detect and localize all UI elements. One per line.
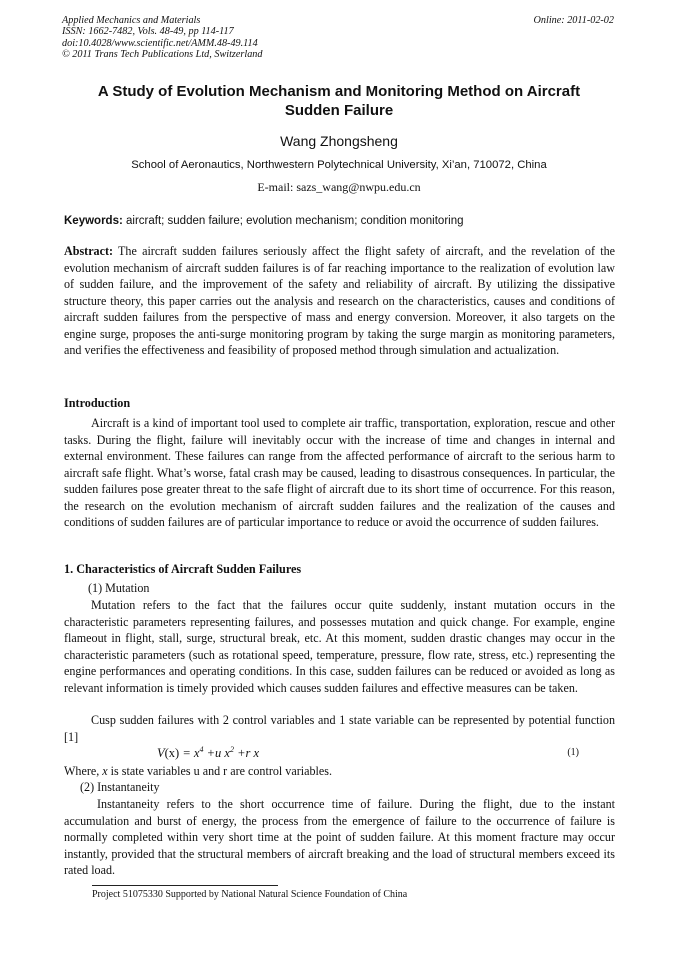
where-clause [64, 763, 332, 779]
subheading-mutation: (1) Mutation [88, 581, 150, 595]
footnote-divider [92, 885, 278, 886]
eq-arg: (x) [164, 746, 180, 761]
keywords [64, 214, 616, 228]
eq-term-2: +u x [203, 746, 230, 761]
author-email: E-mail: sazs_wang@nwpu.edu.cn [257, 180, 421, 194]
eq-exp-2: 2 [229, 745, 234, 754]
doi-line: doi:10.4028/www.scientific.net/AMM.48-49.114 [62, 37, 258, 49]
mutation-paragraph: Mutation refers to the fact that the failures occur quite suddenly, instant mutation occurs in the characteristic parameters representing failures, and possesses mutation and quick change. For example, engine flameout in flight, stall, surge, structural break, etc. At this moment, sudden drastic changes may occur in the characteristic parameters (such as rotational speed, temperature, pressure, flow rate, stress, etc.) representing the engine performances and operating conditions. In this case, sudden failures can be reduced or avoided as long as relevant information is timely provided which causes sudden failures and effective measures can be taken. [64, 598, 615, 695]
equation-number: (1) [567, 747, 579, 758]
introduction-heading: Introduction [64, 396, 131, 410]
cusp-paragraph: Cusp sudden failures with 2 control variables and 1 state variable can be represented by potential function [1] [64, 713, 615, 744]
copyright-line: © 2011 Trans Tech Publications Ltd, Switzerland [62, 48, 263, 60]
eq-lhs: V [157, 746, 165, 761]
equation-1 [64, 745, 615, 761]
keywords-label: Keywords: [64, 215, 123, 227]
journal-header [62, 15, 462, 60]
abstract [64, 243, 615, 359]
author-name: Wang Zhongsheng [280, 133, 398, 149]
issn-line: ISSN: 1662-7482, Vols. 48-49, pp 114-117 [62, 26, 234, 38]
eq-term-3: +r x [233, 746, 260, 761]
online-date: Online: 2011-02-02 [533, 15, 614, 26]
introduction-paragraph: Aircraft is a kind of important tool used to complete air traffic, transportation, exploration, rescue and other tasks. During the flight, failure will inevitably occur with the increase of time and changes in internal and external environment. These failures can range from the affected performance of aircraft to the serious harm to aircraft safe flight. What’s worse, fatal crash may be caused, leading to disastrous consequences. In particular, the sudden failures pose greater threat to the safe flight of aircraft due to its short time of occurrence. For this reason, the research on the evolution mechanism of aircraft sudden failures and the realization of the causes and conditions of sudden failures are of particular importance to reduce or avoid the occurrence of sudden failures. [64, 416, 615, 529]
eq-exp-1: 4 [199, 745, 204, 754]
where-variable: x [102, 764, 108, 778]
author-affiliation: School of Aeronautics, Northwestern Polytechnical University, Xi’an, 710072, China [131, 159, 547, 171]
eq-term-1: = x [179, 746, 200, 761]
funding-footnote: Project 51075330 Supported by National Natural Science Foundation of China [92, 889, 408, 900]
abstract-text: The aircraft sudden failures seriously affect the flight safety of aircraft, and the revelation of the evolution mechanism of aircraft sudden failures is of far reaching importance to the realization of evolution law of sudden failure, and the improvement of the safety and reliability of aircraft. By utilizing the dissipative structure theory, this paper carries out the analysis and research on the characteristics, causes and conditions of aircraft sudden failures from the perspective of mass and energy conversion. Moreover, it also targets on the engine surge, proposes the anti-surge monitoring program by taking the surge margin as monitoring parameters, and verifies the effectiveness and feasibility of proposed method through simulation and actualization. [64, 244, 615, 357]
potential-function [157, 745, 259, 761]
instantaneity-paragraph: Instantaneity refers to the short occurrence time of failure. During the flight, due to the instant accumulation and burst of energy, the process from the emergence of failure to the occurrence of failure is normally completed within very short time at the point of sudden failure. At this moment fracture may occur instantly, provided that the structural members of aircraft breaking and the load of structural members exceed its rated load. [64, 797, 615, 877]
where-suffix: is state variables u and r are control variables. [107, 764, 332, 778]
section-1-heading: 1. Characteristics of Aircraft Sudden Failures [64, 562, 302, 576]
where-prefix: Where, [64, 764, 103, 778]
subheading-instantaneity: (2) Instantaneity [80, 780, 160, 794]
abstract-label: Abstract: [64, 244, 114, 258]
keywords-text: aircraft; sudden failure; evolution mechanism; condition monitoring [122, 215, 464, 227]
journal-name: Applied Mechanics and Materials [62, 15, 201, 26]
paper-title: A Study of Evolution Mechanism and Monitoring Method on Aircraft Sudden Failure [97, 83, 581, 119]
